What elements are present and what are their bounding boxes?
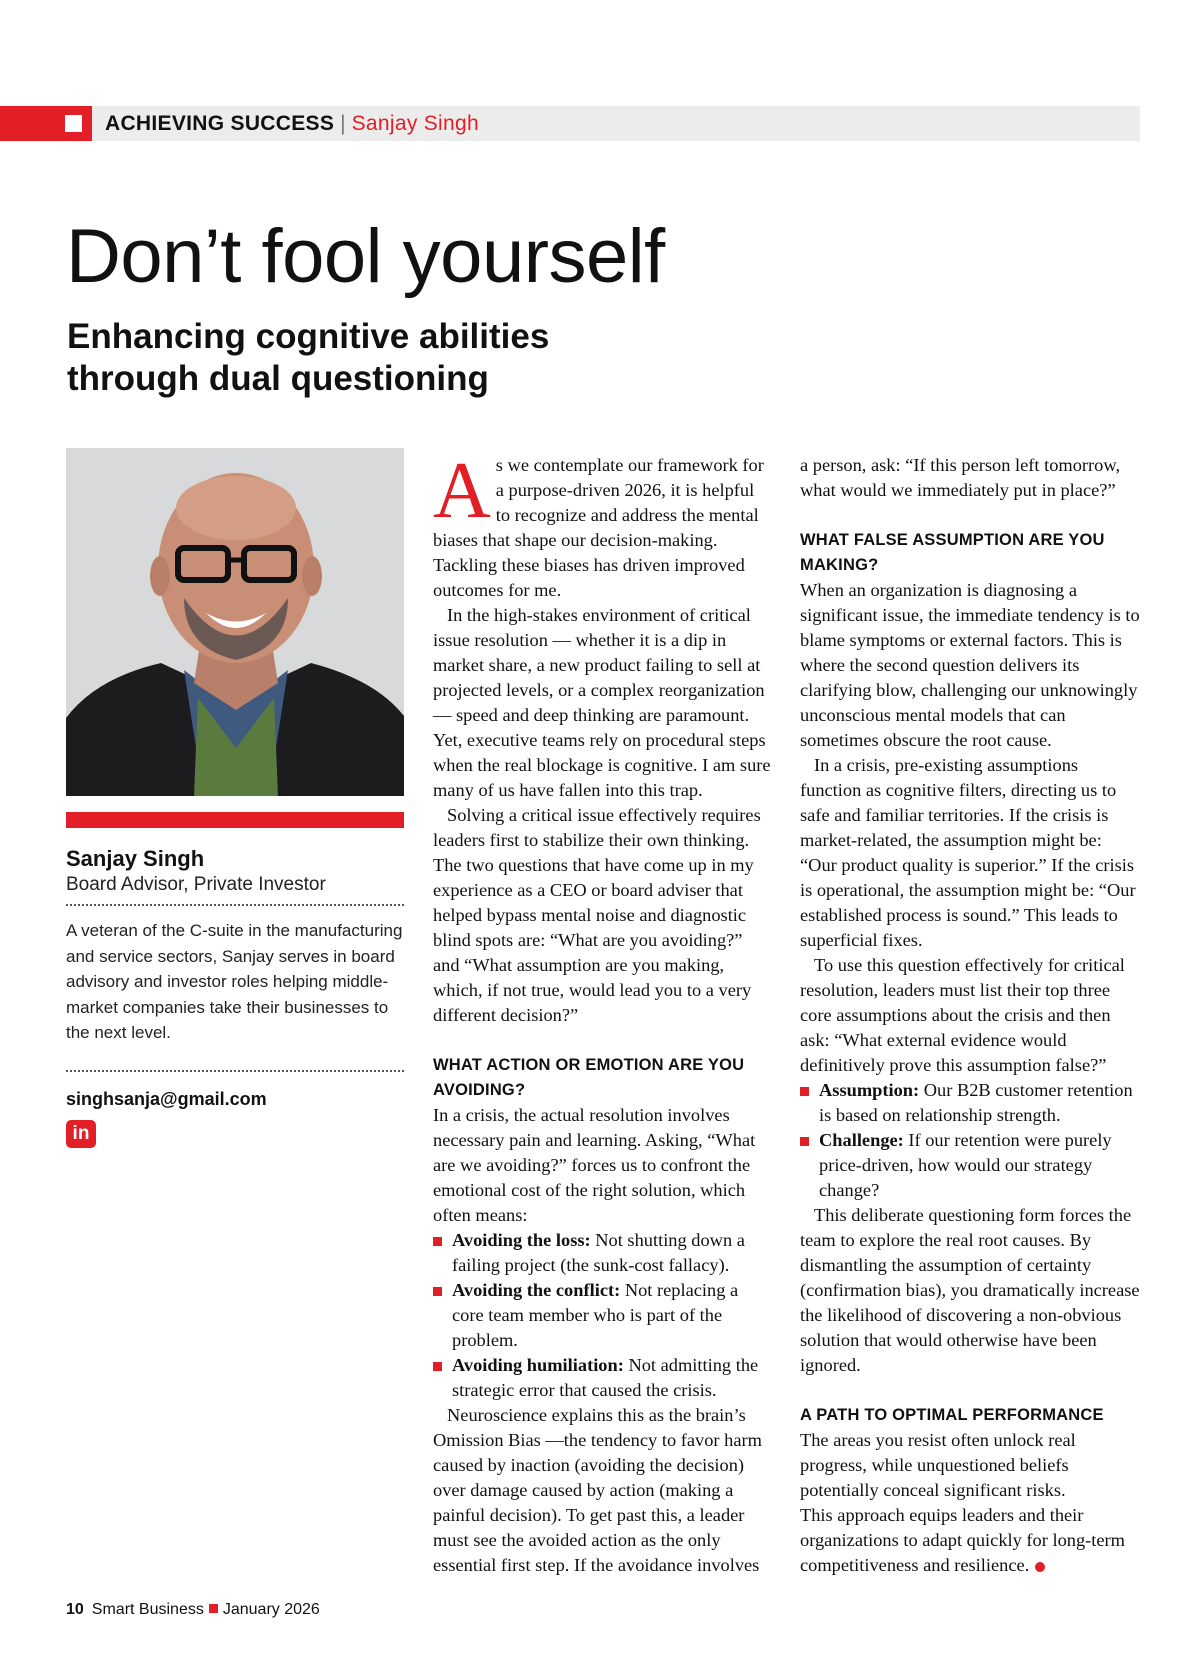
headline: Don’t fool yourself: [66, 214, 665, 299]
author-bio: A veteran of the C-suite in the manufacturing and service sectors, Sanjay serves in board advisory and investor roles helping middle-market companies take their businesses to the next level.: [66, 921, 403, 1042]
section-author: Sanjay Singh: [351, 112, 479, 135]
deck-subtitle: Enhancing cognitive abilities through dual questioning: [67, 317, 550, 398]
publication-name: Smart Business: [91, 1601, 204, 1618]
author-name: Sanjay Singh: [66, 846, 205, 871]
section-square-icon: [65, 115, 82, 132]
drop-cap: A: [433, 447, 491, 535]
bullet-text: Our B2B customer retention is based on relationship strength.: [819, 1080, 1133, 1125]
intro-paragraph: [433, 447, 773, 603]
bullet-lead: Challenge:: [819, 1130, 904, 1150]
bullet-lead: Avoiding humiliation:: [452, 1355, 624, 1375]
intro-text: s we contemplate our framework for a purpose-driven 2026, it is helpful to recognize and address the mental biases that shape our decision-making. Tackling these biases has driven improved outcomes for me.: [433, 455, 764, 600]
bullet-lead: Avoiding the conflict:: [452, 1280, 621, 1300]
body-paragraph: Neuroscience explains this as the brain’s Omission Bias —the tendency to favor harm caused by inaction (avoiding the decision) over damage caused by action (making a painful decision). To get past this, a leader must see the avoided action as the only essential first step. If the avoidance involves: [433, 1405, 762, 1575]
bullet-square-icon: [433, 1287, 442, 1296]
body-paragraph: This deliberate questioning form forces the team to explore the real root causes. By dismantling the assumption of certainty (confirmation bias), you dramatically increase the likelihood of discovering a non-obvious solution that would otherwise have been ignored.: [800, 1205, 1140, 1375]
body-paragraph: To use this question effectively for critical resolution, leaders must list their top three core assumptions about the crisis and then ask: “What external evidence would definitively prove this assumption false?”: [800, 955, 1125, 1075]
body-paragraph: In a crisis, the actual resolution involves necessary pain and learning. Asking, “What are we avoiding?” forces us to confront the emotional cost of the right solution, which often means:: [433, 1105, 756, 1225]
bullet-item: [433, 1278, 773, 1353]
section-separator: |: [340, 112, 346, 135]
bullet-square-icon: [433, 1362, 442, 1371]
footer-square-icon: [209, 1604, 218, 1613]
linkedin-icon[interactable]: in: [66, 1120, 96, 1148]
bullet-item: [433, 1228, 773, 1278]
issue-date: January 2026: [222, 1601, 320, 1618]
section-marker: [0, 106, 92, 141]
end-mark-icon: [1035, 1562, 1045, 1572]
bullet-text: Not replacing a core team member who is part of the problem.: [452, 1280, 739, 1350]
section-name: ACHIEVING SUCCESS: [105, 112, 335, 135]
article-column-2: [800, 453, 1142, 1578]
subhead-avoiding: WHAT ACTION OR EMOTION ARE YOU AVOIDING?: [433, 1056, 745, 1099]
body-paragraph: In the high-stakes environment of critical issue resolution — whether it is a dip in market share, a new product failing to sell at projected levels, or a complex reorganization — speed and deep thinking are paramount. Yet, executive teams rely on procedural steps when the real blockage is cognitive. I am sure many of us have fallen into this trap.: [433, 605, 771, 800]
divider: [66, 1070, 404, 1072]
bullet-square-icon: [433, 1237, 442, 1246]
section-header-text: [105, 111, 479, 137]
page-footer: [66, 1600, 320, 1620]
closing-text: This approach equips leaders and their organizations to adapt quickly for long-term competitiveness and resilience.: [800, 1505, 1125, 1575]
article-column-1: [433, 447, 773, 1578]
bullet-text: If our retention were purely price-driven, how would our strategy change?: [819, 1130, 1112, 1200]
bullet-item: [800, 1078, 1142, 1128]
bullet-lead: Avoiding the loss:: [452, 1230, 591, 1250]
subhead-assumption: WHAT FALSE ASSUMPTION ARE YOU MAKING?: [800, 531, 1105, 574]
bullet-square-icon: [800, 1087, 809, 1096]
body-paragraph: When an organization is diagnosing a significant issue, the immediate tendency is to blame symptoms or external factors. This is where the second question delivers its clarifying blow, challenging our unknowingly unconscious mental models that can sometimes obscure the root cause.: [800, 580, 1140, 750]
author-portrait-image: [66, 448, 404, 796]
author-photo: [66, 448, 404, 796]
body-paragraph: [800, 1503, 1142, 1578]
subhead-path: A PATH TO OPTIMAL PERFORMANCE: [800, 1406, 1104, 1424]
body-paragraph-continued: a person, ask: “If this person left tomorrow, what would we immediately put in place?”: [800, 455, 1121, 500]
body-paragraph: Solving a critical issue effectively requires leaders first to stabilize their own thinking. The two questions that have come up in my experience as a CEO or board adviser that helped bypass mental noise and diagnostic blind spots are: “What are you avoiding?” and “What assumption are you making, which, if not true, would lead you to a very different decision?”: [433, 805, 761, 1025]
bullet-item: [433, 1353, 773, 1403]
author-email-link[interactable]: singhsanja@gmail.com: [66, 1089, 267, 1109]
bullet-item: [800, 1128, 1142, 1203]
bullet-text: Not shutting down a failing project (the sunk-cost fallacy).: [452, 1230, 745, 1275]
divider: [66, 904, 404, 906]
bullet-square-icon: [800, 1137, 809, 1146]
page-number: 10: [66, 1601, 84, 1618]
body-paragraph: The areas you resist often unlock real progress, while unquestioned beliefs potentially conceal significant risks.: [800, 1430, 1076, 1500]
section-header-band: [0, 106, 1140, 141]
author-title: Board Advisor, Private Investor: [66, 874, 326, 895]
bullet-lead: Assumption:: [819, 1080, 920, 1100]
bullet-text: Not admitting the strategic error that caused the crisis.: [452, 1355, 759, 1400]
photo-accent-bar: [66, 812, 404, 828]
body-paragraph: In a crisis, pre-existing assumptions function as cognitive filters, directing us to safe and familiar territories. If the crisis is market-related, the assumption might be: “Our product quality is superior.” If the crisis is operational, the assumption might be: “Our established process is sound.” This leads to superficial fixes.: [800, 755, 1136, 950]
